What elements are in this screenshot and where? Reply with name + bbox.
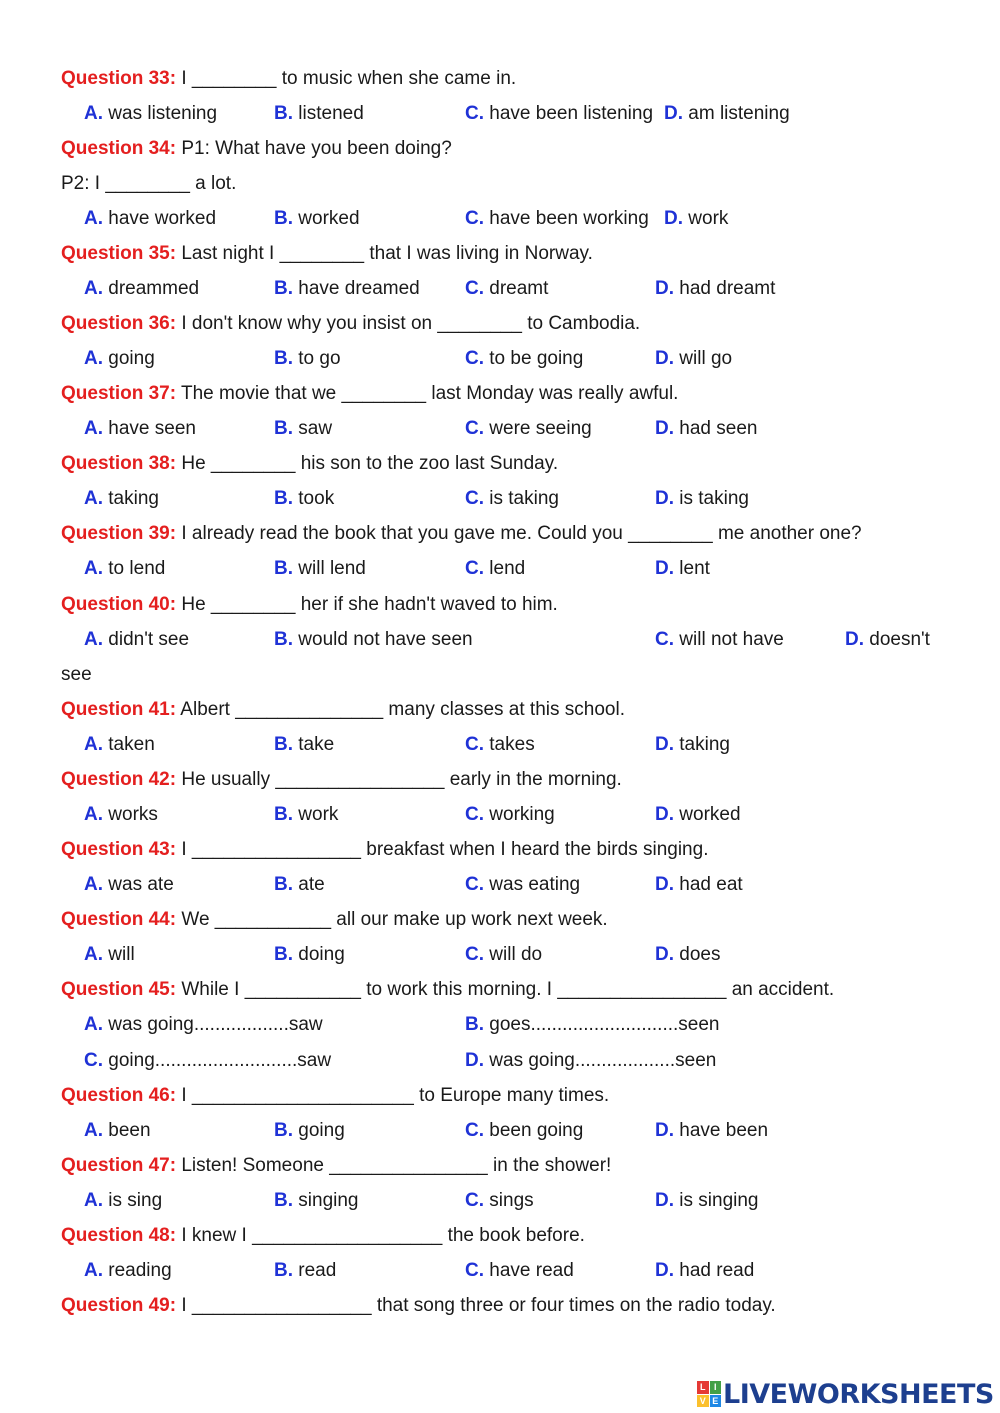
question-label: Question 46: [61, 1085, 177, 1106]
option-d[interactable]: D. had seen [655, 418, 758, 439]
question-label: Question 42: [61, 769, 177, 790]
option-c[interactable]: C. is taking [465, 488, 559, 509]
option-a[interactable]: A. works [84, 804, 158, 825]
question-text: He ________ his son to the zoo last Sunday. [176, 453, 559, 474]
option-b[interactable]: B. ate [274, 874, 325, 895]
option-b[interactable]: B. saw [274, 418, 333, 439]
logo-mark-letter: L [697, 1381, 709, 1394]
option-b[interactable]: B. worked [274, 208, 360, 229]
option-c[interactable]: C. sings [465, 1190, 534, 1211]
question-34 [61, 138, 452, 160]
question-label: Question 48: [61, 1225, 177, 1246]
logo-mark-icon [697, 1381, 721, 1407]
option-d[interactable]: D. is taking [655, 488, 749, 509]
option-a[interactable]: A. taken [84, 734, 155, 755]
question-34-extra-line: P2: I ________ a lot. [61, 173, 237, 194]
option-c[interactable]: C. have read [465, 1260, 574, 1281]
option-d[interactable]: D. had dreamt [655, 278, 776, 299]
option-b[interactable]: B. goes............................seen [465, 1014, 720, 1035]
question-37 [61, 383, 678, 405]
option-d-wrap: see [61, 664, 92, 685]
option-d[interactable]: D. does [655, 944, 721, 965]
option-a[interactable]: A. will [84, 944, 135, 965]
option-a[interactable]: A. didn't see [84, 629, 190, 650]
question-42 [61, 769, 622, 791]
option-d[interactable]: D. had eat [655, 874, 743, 895]
option-c[interactable]: C. have been listening [465, 103, 654, 124]
option-a[interactable]: A. was listening [84, 103, 218, 124]
option-c[interactable]: C. takes [465, 734, 535, 755]
option-b[interactable]: B. read [274, 1260, 337, 1281]
option-a[interactable]: A. was ate [84, 874, 174, 895]
option-b[interactable]: B. doing [274, 944, 345, 965]
option-b[interactable]: B. would not have seen [274, 629, 473, 650]
question-text: While I ___________ to work this morning. I ________________ an accident. [176, 979, 835, 1000]
logo-mark-letter: V [697, 1395, 709, 1408]
option-a[interactable]: A. have seen [84, 418, 196, 439]
question-43 [61, 839, 708, 861]
option-c[interactable]: C. will do [465, 944, 543, 965]
option-d[interactable]: D. am listening [664, 103, 790, 124]
question-label: Question 41: [61, 699, 177, 720]
question-label: Question 45: [61, 979, 177, 1000]
question-text: I ________________ breakfast when I heard the birds singing. [176, 839, 709, 860]
option-b[interactable]: B. took [274, 488, 335, 509]
option-b[interactable]: B. have dreamed [274, 278, 420, 299]
option-d[interactable]: D. lent [655, 558, 710, 579]
option-a[interactable]: A. have worked [84, 208, 217, 229]
option-a[interactable]: A. was going..................saw [84, 1014, 323, 1035]
question-label: Question 34: [61, 138, 177, 159]
question-text: Listen! Someone _______________ in the shower! [176, 1155, 612, 1176]
question-41 [61, 699, 625, 721]
option-a[interactable]: A. taking [84, 488, 159, 509]
option-d[interactable]: D. had read [655, 1260, 755, 1281]
question-47 [61, 1155, 611, 1177]
question-36 [61, 313, 640, 335]
option-b[interactable]: B. take [274, 734, 335, 755]
question-text: I don't know why you insist on ________ to Cambodia. [176, 313, 641, 334]
question-40 [61, 594, 558, 616]
question-46 [61, 1085, 609, 1107]
question-label: Question 36: [61, 313, 177, 334]
liveworksheets-logo [697, 1376, 994, 1412]
question-label: Question 44: [61, 909, 177, 930]
option-a[interactable]: A. is sing [84, 1190, 163, 1211]
logo-mark-letter: I [710, 1381, 722, 1394]
option-a[interactable]: A. dreammed [84, 278, 200, 299]
option-d[interactable]: D. is singing [655, 1190, 759, 1211]
question-label: Question 33: [61, 68, 177, 89]
question-label: Question 35: [61, 243, 177, 264]
question-text: I knew I __________________ the book before. [176, 1225, 585, 1246]
option-c[interactable]: C. will not have [655, 629, 784, 650]
option-b[interactable]: B. will lend [274, 558, 366, 579]
question-text: He ________ her if she hadn't waved to him. [176, 594, 558, 615]
question-text: We ___________ all our make up work next week. [176, 909, 608, 930]
option-d[interactable]: D. will go [655, 348, 733, 369]
option-c[interactable]: C. was eating [465, 874, 581, 895]
option-d[interactable]: D. have been [655, 1120, 769, 1141]
question-44 [61, 909, 608, 931]
option-a[interactable]: A. to lend [84, 558, 166, 579]
question-text: I _________________ that song three or four times on the radio today. [176, 1295, 776, 1316]
question-33 [61, 68, 516, 90]
option-a[interactable]: A. been [84, 1120, 151, 1141]
option-a[interactable]: A. reading [84, 1260, 172, 1281]
question-label: Question 39: [61, 523, 177, 544]
option-d[interactable]: D. doesn't [845, 629, 930, 650]
option-b[interactable]: B. to go [274, 348, 341, 369]
option-c[interactable]: C. dreamt [465, 278, 549, 299]
option-d[interactable]: D. taking [655, 734, 730, 755]
question-text: P1: What have you been doing? [176, 138, 452, 159]
question-35 [61, 243, 593, 265]
question-text: Albert ______________ many classes at this school. [176, 699, 625, 720]
option-d[interactable]: D. work [664, 208, 729, 229]
option-d[interactable]: D. worked [655, 804, 741, 825]
question-39 [61, 523, 862, 545]
question-label: Question 37: [61, 383, 177, 404]
question-38 [61, 453, 558, 475]
question-48 [61, 1225, 585, 1247]
question-label: Question 43: [61, 839, 177, 860]
option-b[interactable]: B. work [274, 804, 339, 825]
logo-text: LIVEWORKSHEETS [723, 1378, 994, 1410]
logo-mark-letter: E [710, 1395, 722, 1408]
question-text: I already read the book that you gave me. Could you ________ me another one? [176, 523, 862, 544]
question-label: Question 40: [61, 594, 177, 615]
question-label: Question 47: [61, 1155, 177, 1176]
question-text: Last night I ________ that I was living in Norway. [176, 243, 593, 264]
question-label: Question 38: [61, 453, 177, 474]
option-d[interactable]: D. was going...................seen [465, 1050, 717, 1071]
option-c[interactable]: C. lend [465, 558, 526, 579]
question-label: Question 49: [61, 1295, 177, 1316]
question-text: I ________ to music when she came in. [176, 68, 517, 89]
question-text: He usually ________________ early in the morning. [176, 769, 622, 790]
option-c[interactable]: C. going...........................saw [84, 1050, 332, 1071]
option-c[interactable]: C. working [465, 804, 555, 825]
option-c[interactable]: C. been going [465, 1120, 584, 1141]
question-text: The movie that we ________ last Monday was really awful. [176, 383, 679, 404]
option-a[interactable]: A. going [84, 348, 155, 369]
option-c[interactable]: C. to be going [465, 348, 584, 369]
question-text: I _____________________ to Europe many times. [176, 1085, 610, 1106]
question-45 [61, 979, 834, 1001]
option-b[interactable]: B. listened [274, 103, 364, 124]
option-b[interactable]: B. going [274, 1120, 345, 1141]
option-c[interactable]: C. have been working [465, 208, 649, 229]
option-b[interactable]: B. singing [274, 1190, 359, 1211]
question-49 [61, 1295, 776, 1317]
option-c[interactable]: C. were seeing [465, 418, 592, 439]
